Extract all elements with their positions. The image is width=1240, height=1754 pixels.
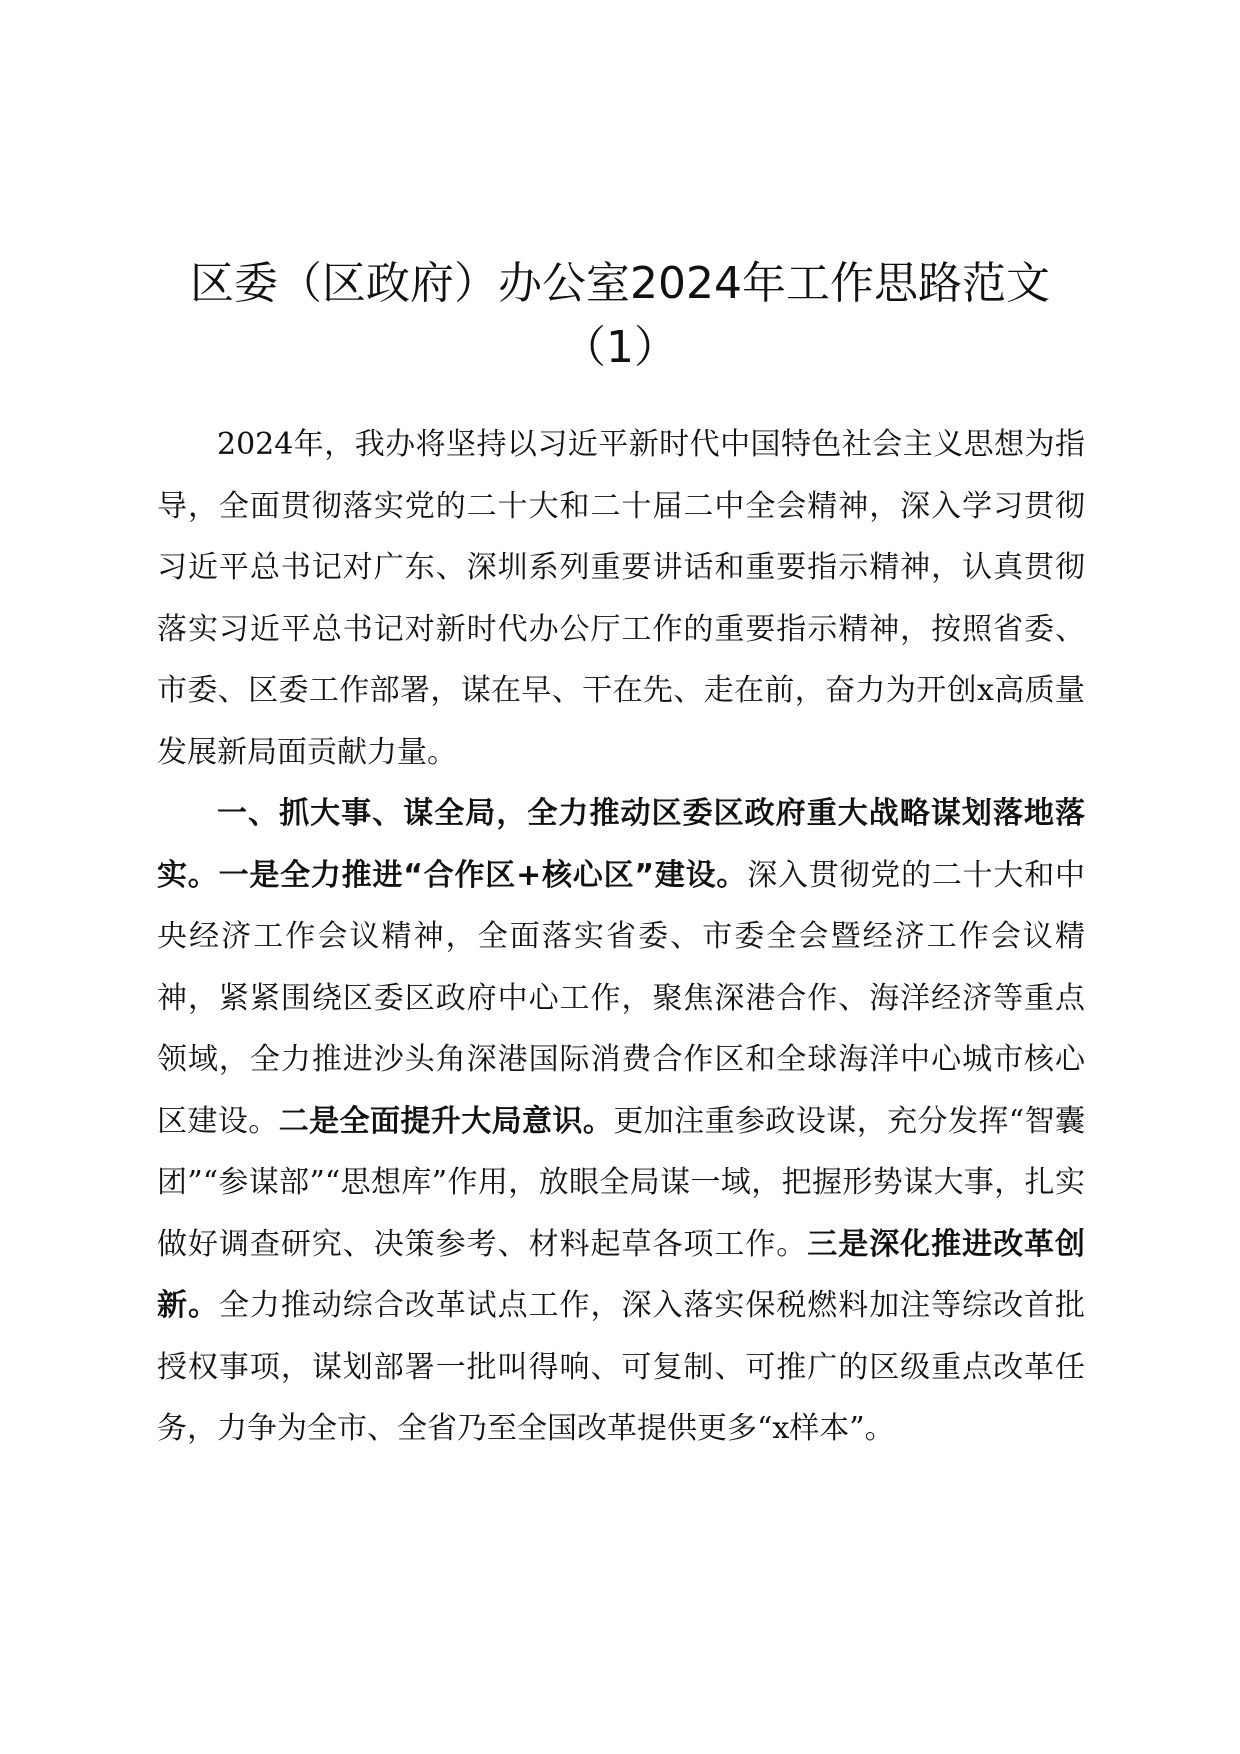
document-body — [157, 414, 1085, 1460]
point-3-text: 全力推动综合改革试点工作，深入落实保税燃料加注等综改首批授权事项，谋划部署一批叫得响、可复制、可推广的区级重点改革任务，力争为全市、全省乃至全国改革提供更多“x样本”。 — [157, 1288, 1086, 1446]
section-1-paragraph — [157, 783, 1085, 1460]
document-title: 区委（区政府）办公室2024年工作思路范文（1） — [190, 258, 1050, 373]
point-2-heading: 二是全面提升大局意识。 — [278, 1103, 614, 1139]
point-2-text: 更加注重参政设谋，充分发挥“智囊团”“参谋部”“思想库”作用，放眼全局谋一域，把握形势谋大事，扎实做好调查研究、决策参考、材料起草各项工作。 — [157, 1103, 1085, 1262]
intro-paragraph: 2024年，我办将坚持以习近平新时代中国特色社会主义思想为指导，全面贯彻落实党的二十大和二十届二中全会精神，深入学习贯彻习近平总书记对广东、深圳系列重要讲话和重要指示精神，认真贯彻落实习近平总书记对新时代办公厅工作的重要指示精神，按照省委、市委、区委工作部署，谋在早、干在先、走在前，奋力为开创x高质量发展新局面贡献力量。 — [157, 427, 1085, 770]
section-1-heading: 一、抓大事、谋全局，全力推动区委区政府重大战略谋划落地落实。 — [157, 796, 1085, 893]
point-1-text: 深入贯彻党的二十大和中央经济工作会议精神，全面落实省委、市委全会暨经济工作会议精神，紧紧围绕区委区政府中心工作，聚焦深港合作、海洋经济等重点领域，全力推进沙头角深港国际消费合作区和全球海洋中心城市核心区建设。 — [157, 857, 1085, 1139]
point-3-heading: 三是深化推进改革创新。 — [157, 1226, 1086, 1323]
point-1-heading: 一是全力推进“合作区+核心区”建设。 — [218, 857, 748, 893]
